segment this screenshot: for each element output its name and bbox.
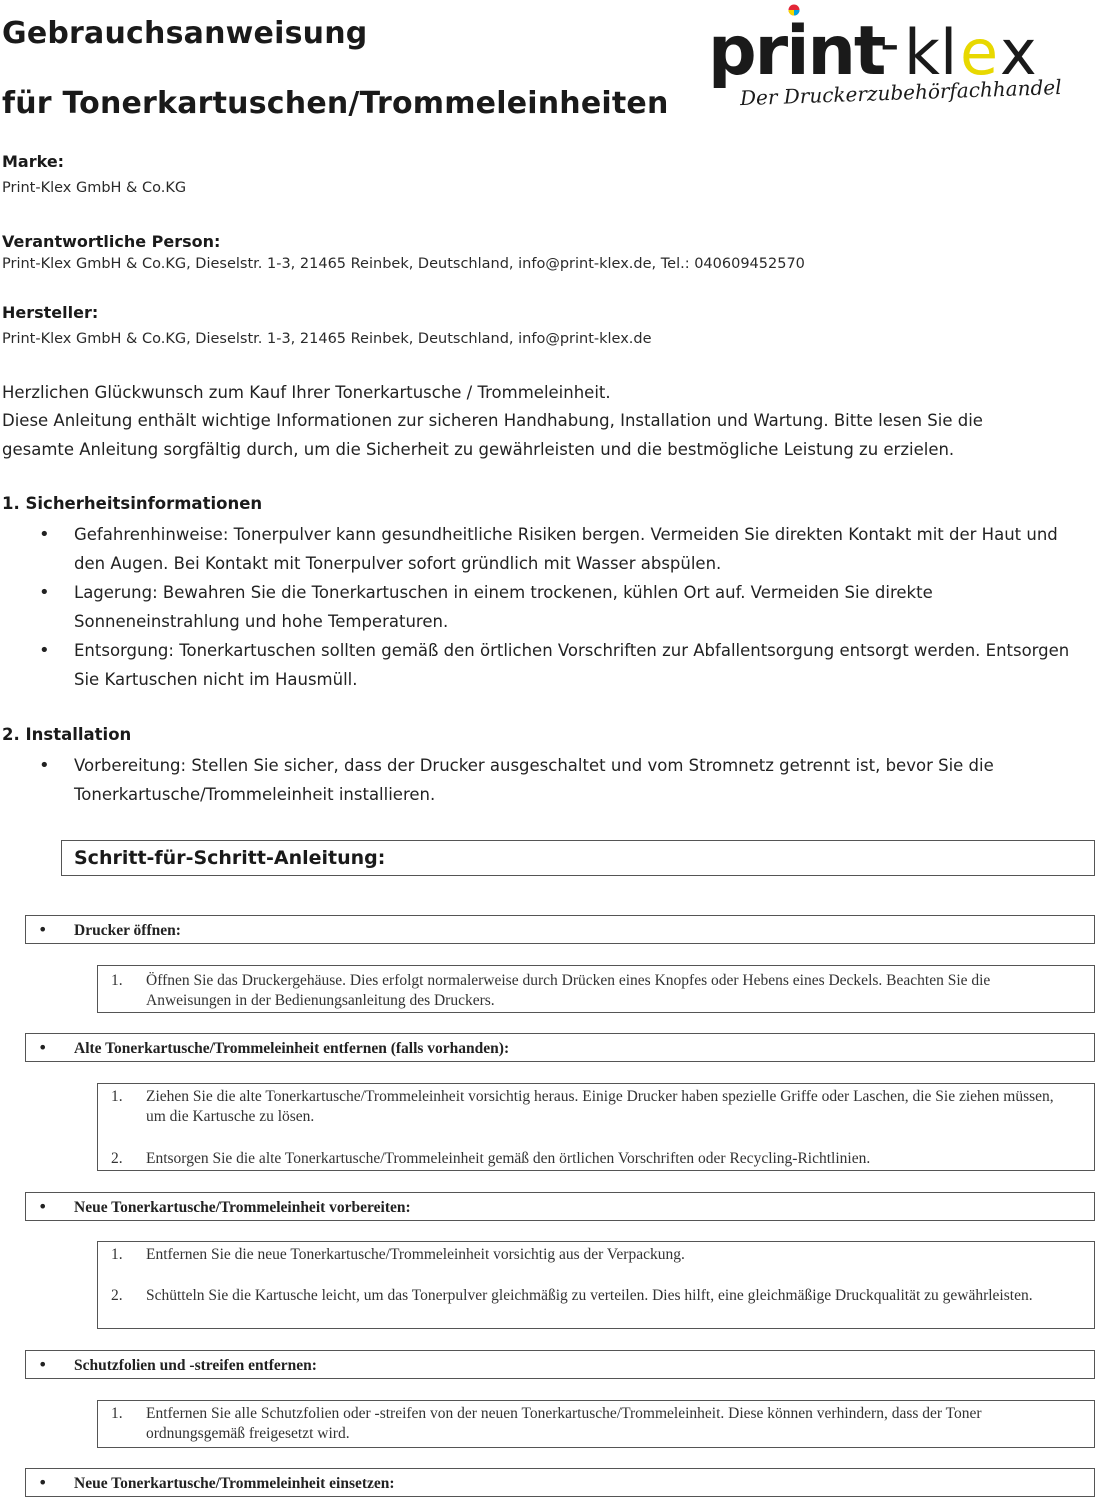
step-text: Entsorgen Sie die alte Tonerkartusche/Trommeleinheit gemäß den örtlichen Vorschriften oder Recycling-Richtlinien. [146, 1150, 871, 1167]
step-heading-box [25, 1033, 1095, 1062]
step-text: Öffnen Sie das Druckergehäuse. Dies erfolgt normalerweise durch Drücken eines Knopfes oder Hebens eines Deckels. Beachten Sie die Anweisungen in der Bedienungsanleitung des Druckers. [146, 972, 991, 1009]
brand-label: Marke: [2, 152, 65, 171]
bullet-icon: • [38, 1473, 48, 1492]
responsible-person-label: Verantwortliche Person: [2, 232, 221, 251]
bullet-icon: • [38, 1197, 48, 1216]
step-text: Entfernen Sie alle Schutzfolien oder -streifen von der neuen Tonerkartusche/Trommeleinheit. Diese können verhindern, dass der Toner ordnungsgemäß freigesetzt wird. [146, 1405, 982, 1442]
step-heading: Drucker öffnen: [74, 922, 181, 939]
step-heading-box [25, 1350, 1095, 1379]
brand-logo [708, 0, 1068, 115]
step-number: 1. [111, 1405, 123, 1422]
step-number: 1. [111, 972, 123, 989]
list-item: • Entsorgung: Tonerkartuschen sollten gemäß den örtlichen Vorschriften zur Abfallentsorgung entsorgt werden. Entsorgen Sie Kartuschen nicht im Hausmüll. [74, 637, 1074, 694]
step-heading: Alte Tonerkartusche/Trommeleinheit entfernen (falls vorhanden): [74, 1040, 510, 1057]
svg-text:x: x [1000, 16, 1037, 89]
step-content-box [97, 965, 1095, 1013]
svg-text:print: print [708, 12, 885, 91]
step-text: Schütteln Sie die Kartusche leicht, um das Tonerpulver gleichmäßig zu verteilen. Dies hilft, eine gleichmäßige Druckqualität zu gewährleisten. [146, 1287, 1033, 1304]
installation-list [74, 752, 1064, 809]
svg-text:e: e [960, 16, 999, 89]
step-number: 1. [111, 1246, 123, 1263]
step-number: 2. [111, 1287, 123, 1304]
steps-title-box [61, 840, 1095, 876]
svg-text:-: - [880, 12, 900, 75]
intro-description: Diese Anleitung enthält wichtige Informationen zur sicheren Handhabung, Installation und Wartung. Bitte lesen Sie die gesamte Anleitung sorgfältig durch, um die Sicherheit zu gewährleisten und die bestmögliche Leistung zu erzielen. [2, 411, 983, 459]
intro-greeting: Herzlichen Glückwunsch zum Kauf Ihrer Tonerkartusche / Trommeleinheit. [2, 383, 611, 402]
section-heading-installation: 2. Installation [2, 725, 132, 744]
step-content-box [97, 1241, 1095, 1329]
step-text: Ziehen Sie die alte Tonerkartusche/Trommeleinheit vorsichtig heraus. Einige Drucker haben spezielle Griffe oder Laschen, die Sie ziehen müssen, um die Kartusche zu lösen. [146, 1088, 1054, 1125]
svg-text:Der Druckerzubehörfachhandel: Der Druckerzubehörfachhandel [739, 74, 1062, 111]
steps-title: Schritt-für-Schritt-Anleitung: [74, 847, 386, 869]
bullet-icon: • [38, 1038, 48, 1057]
manufacturer-value: Print-Klex GmbH & Co.KG, Dieselstr. 1-3, 21465 Reinbek, Deutschland, info@print-klex.de [2, 331, 652, 347]
list-item: • Vorbereitung: Stellen Sie sicher, dass der Drucker ausgeschaltet und vom Stromnetz getrennt ist, bevor Sie die Tonerkartusche/Trommeleinheit installieren. [74, 752, 1064, 809]
step-heading: Schutzfolien und -streifen entfernen: [74, 1357, 317, 1374]
bullet-icon: • [38, 1355, 48, 1374]
step-heading-box [25, 1192, 1095, 1221]
step-content-box [97, 1083, 1095, 1171]
print-klex-logo-icon [708, 0, 1068, 115]
responsible-person-value: Print-Klex GmbH & Co.KG, Dieselstr. 1-3, 21465 Reinbek, Deutschland, info@print-klex.de, Tel.: 040609452570 [2, 256, 805, 272]
brand-value: Print-Klex GmbH & Co.KG [2, 180, 187, 196]
step-heading: Neue Tonerkartusche/Trommeleinheit einsetzen: [74, 1475, 395, 1492]
step-text: Entfernen Sie die neue Tonerkartusche/Trommeleinheit vorsichtig aus der Verpackung. [146, 1246, 685, 1263]
list-item: • Lagerung: Bewahren Sie die Tonerkartuschen in einem trockenen, kühlen Ort auf. Vermeiden Sie direkte Sonneneinstrahlung und hohe Temperaturen. [74, 579, 1074, 636]
step-heading: Neue Tonerkartusche/Trommeleinheit vorbereiten: [74, 1199, 411, 1216]
section-heading-safety: 1. Sicherheitsinformationen [2, 494, 263, 513]
step-heading-box [25, 1468, 1095, 1497]
svg-text:l: l [940, 16, 958, 89]
list-item: • Gefahrenhinweise: Tonerpulver kann gesundheitliche Risiken bergen. Vermeiden Sie direkten Kontakt mit der Haut und den Augen. Bei Kontakt mit Tonerpulver sofort gründlich mit Wasser abspülen. [74, 521, 1074, 578]
document-title-line1: Gebrauchsanweisung [2, 16, 368, 51]
step-heading-box [25, 915, 1095, 944]
bullet-icon: • [38, 920, 48, 939]
step-number: 2. [111, 1150, 123, 1167]
document-title-line2: für Tonerkartuschen/Trommeleinheiten [2, 86, 669, 121]
svg-text:k: k [904, 16, 939, 89]
safety-list [74, 521, 1074, 694]
step-number: 1. [111, 1088, 123, 1105]
step-content-box [97, 1400, 1095, 1448]
manufacturer-label: Hersteller: [2, 303, 99, 322]
